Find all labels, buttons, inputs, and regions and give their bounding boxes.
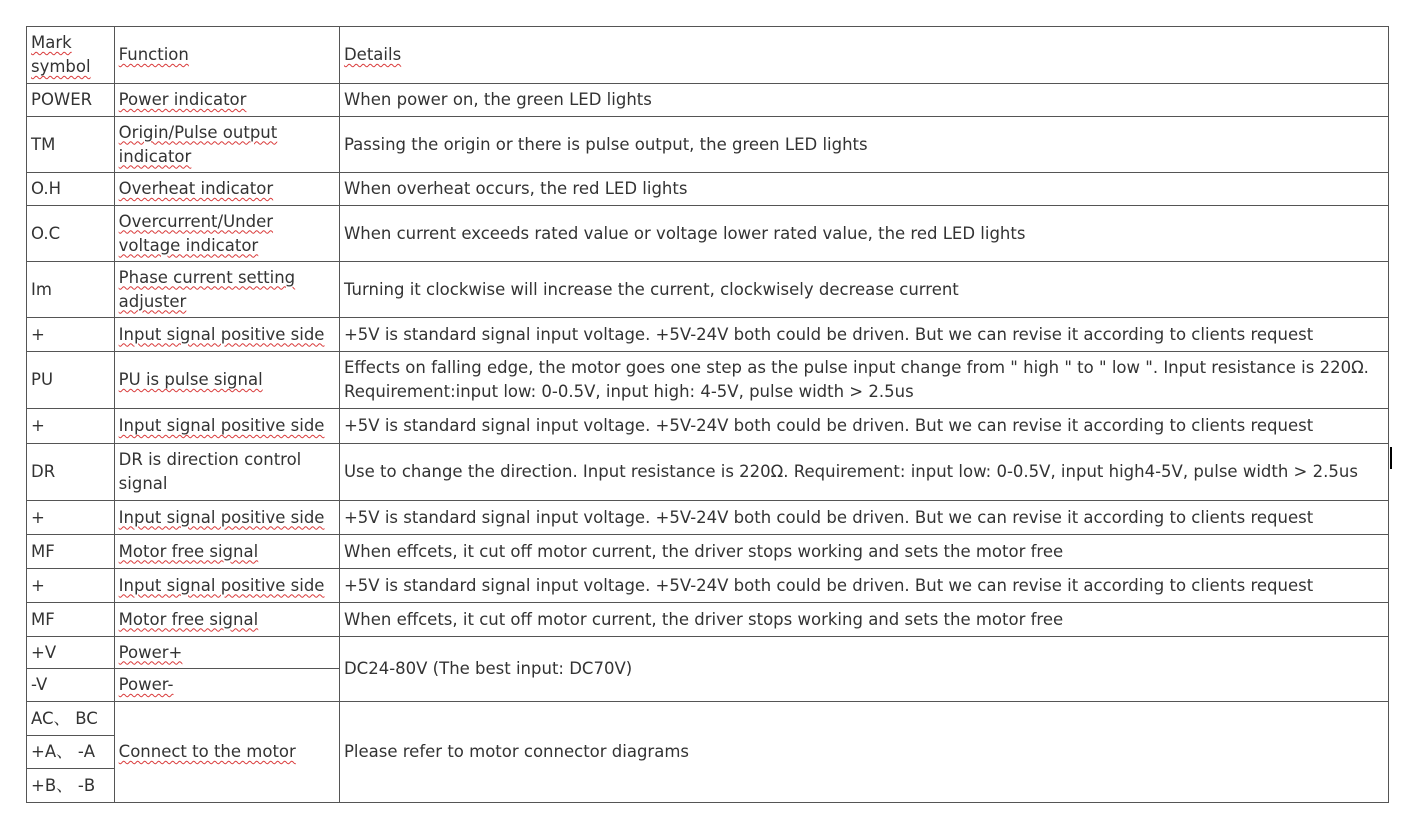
function-label: Motor free signal (118, 609, 259, 629)
header-row (27, 27, 1389, 84)
mark-cell: MF (27, 603, 115, 637)
mark-cell: O.C (27, 206, 115, 262)
mark-cell: AC、 BC (27, 702, 115, 736)
function-cell (114, 262, 339, 318)
details-line: Effects on falling edge, the motor goes one step as the pulse input change from " high " to " low ". Input resistance is 220Ω. (343, 358, 1369, 377)
function-cell (114, 535, 339, 569)
table-row (27, 444, 1389, 501)
function-cell (114, 84, 339, 117)
mark-cell: MF (27, 535, 115, 569)
details-cell: Passing the origin or there is pulse output, the green LED lights (339, 117, 1388, 173)
details-cell: When power on, the green LED lights (339, 84, 1388, 117)
function-cell (114, 569, 339, 603)
table-row (27, 637, 1389, 669)
function-cell (114, 117, 339, 173)
mark-cell: -V (27, 669, 115, 702)
function-label: Motor free signal (118, 541, 259, 561)
mark-cell: POWER (27, 84, 115, 117)
table-row (27, 206, 1389, 262)
header-function (114, 27, 339, 84)
table-row (27, 318, 1389, 352)
function-cell (114, 409, 339, 444)
table-row (27, 535, 1389, 569)
spec-table (26, 26, 1389, 803)
function-label: Input signal positive side (118, 507, 325, 527)
details-line: Requirement:input low: 0-0.5V, input high: 4-5V, pulse width > 2.5us (343, 382, 914, 401)
function-cell (114, 637, 339, 669)
function-label: Overcurrent/Under voltage indicator (118, 211, 274, 255)
table-row (27, 569, 1389, 603)
function-cell (114, 352, 339, 409)
function-label: Input signal positive side (118, 416, 325, 435)
mark-cell: Im (27, 262, 115, 318)
function-label: Origin/Pulse output indicator (118, 122, 278, 166)
mark-cell: +V (27, 637, 115, 669)
function-label: Power+ (118, 642, 183, 662)
header-details-label: Details (343, 45, 402, 64)
table-row (27, 117, 1389, 173)
function-label: Connect to the motor (118, 742, 296, 761)
mark-cell: +A、 -A (27, 736, 115, 769)
details-cell: +5V is standard signal input voltage. +5V-24V both could be driven. But we can revise it according to clients request (339, 409, 1388, 444)
header-details (339, 27, 1388, 84)
function-label: Overheat indicator (118, 179, 274, 198)
table-row (27, 173, 1389, 206)
function-label: Power- (118, 675, 174, 694)
mark-cell: + (27, 569, 115, 603)
function-label: Input signal positive side (118, 575, 325, 595)
mark-cell: +B、 -B (27, 769, 115, 803)
table-row (27, 262, 1389, 318)
function-cell (114, 318, 339, 352)
details-cell: +5V is standard signal input voltage. +5V-24V both could be driven. But we can revise it according to clients request (339, 318, 1388, 352)
details-cell: Turning it clockwise will increase the current, clockwisely decrease current (339, 262, 1388, 318)
function-cell: DR is direction control signal (114, 444, 339, 501)
function-cell (114, 206, 339, 262)
table-row (27, 501, 1389, 535)
details-cell: +5V is standard signal input voltage. +5V-24V both could be driven. But we can revise it according to clients request (339, 501, 1388, 535)
function-label: Input signal positive side (118, 324, 325, 344)
power-details-cell: DC24-80V (The best input: DC70V) (339, 637, 1388, 702)
function-label: Power indicator (118, 90, 247, 109)
table-row (27, 84, 1389, 117)
details-cell: Use to change the direction. Input resistance is 220Ω. Requirement: input low: 0-0.5V, input high4-5V, pulse width > 2.5us (339, 444, 1388, 501)
header-mark (27, 27, 115, 84)
table-row (27, 409, 1389, 444)
details-cell (339, 352, 1388, 409)
table-row (27, 702, 1389, 736)
function-cell (114, 501, 339, 535)
header-mark-label: Mark symbol (31, 33, 91, 76)
mark-cell: PU (27, 352, 115, 409)
details-cell: When overheat occurs, the red LED lights (339, 173, 1388, 206)
function-cell (114, 603, 339, 637)
table-row (27, 352, 1389, 409)
mark-cell: + (27, 501, 115, 535)
table-row (27, 603, 1389, 637)
details-cell: When effcets, it cut off motor current, the driver stops working and sets the motor free (339, 535, 1388, 569)
mark-cell: O.H (27, 173, 115, 206)
function-cell (114, 173, 339, 206)
details-cell: +5V is standard signal input voltage. +5V-24V both could be driven. But we can revise it according to clients request (339, 569, 1388, 603)
function-label: PU is pulse signal (118, 370, 263, 389)
motor-details-cell: Please refer to motor connector diagrams (339, 702, 1388, 803)
details-cell: When current exceeds rated value or voltage lower rated value, the red LED lights (339, 206, 1388, 262)
details-cell: When effcets, it cut off motor current, the driver stops working and sets the motor free (339, 603, 1388, 637)
text-cursor (1390, 447, 1392, 469)
function-label: Phase current setting adjuster (118, 267, 296, 311)
motor-function-cell (114, 702, 339, 803)
mark-cell: DR (27, 444, 115, 501)
mark-cell: + (27, 318, 115, 352)
mark-cell: + (27, 409, 115, 444)
mark-cell: TM (27, 117, 115, 173)
function-cell (114, 669, 339, 702)
header-function-label: Function (118, 45, 189, 64)
